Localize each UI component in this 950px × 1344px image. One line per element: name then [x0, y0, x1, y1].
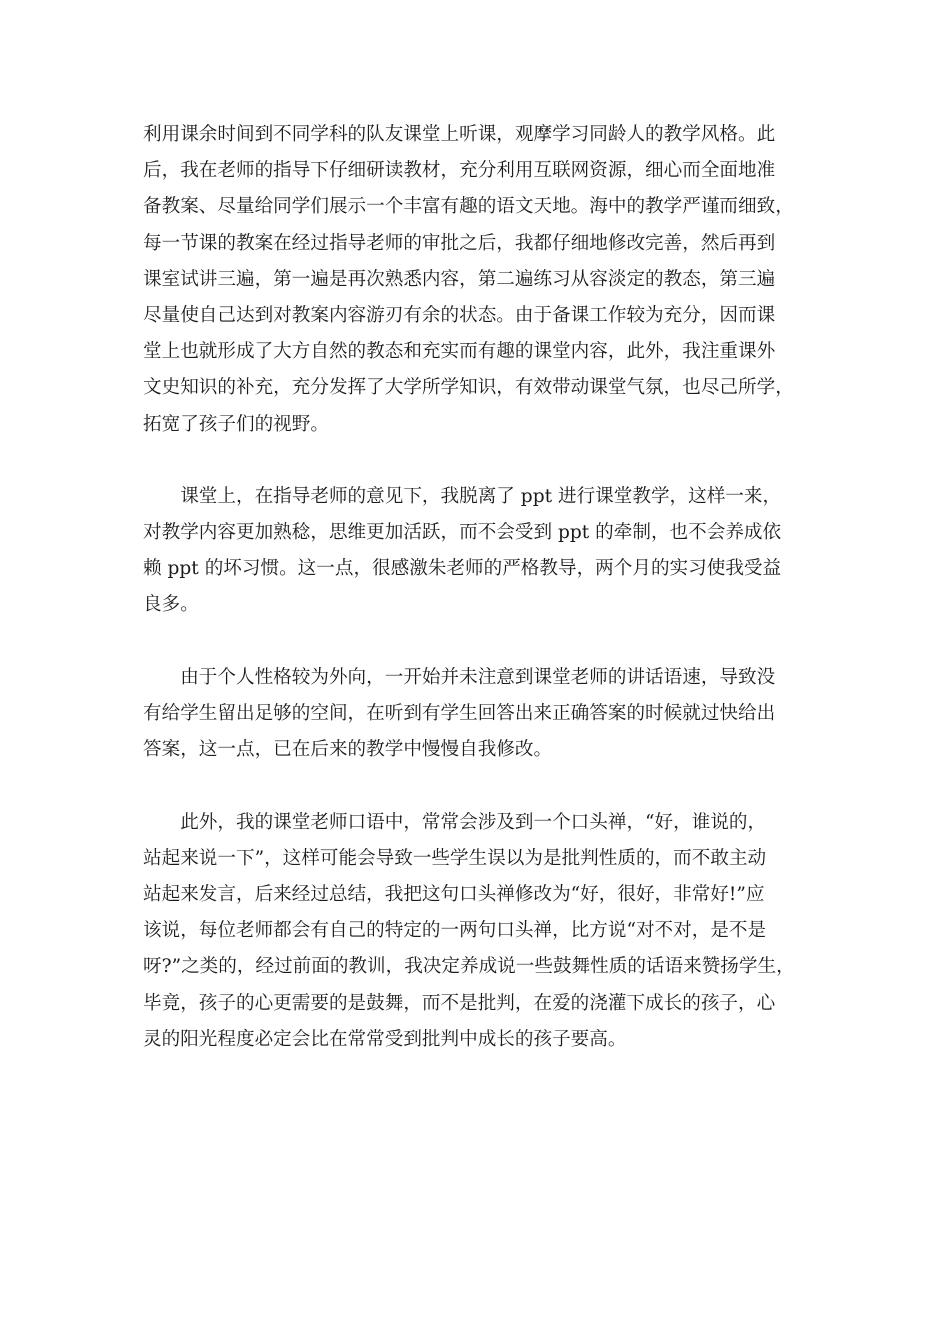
- text-line: 利用课余时间到不同学科的队友课堂上听课，观摩学习同龄人的教学风格。此: [143, 124, 776, 145]
- text-line: 课堂上，在指导老师的意见下，我脱离了 ppt 进行课堂教学，这样一来，: [143, 485, 782, 507]
- text-line: 对教学内容更加熟稔，思维更加活跃，而不会受到 ppt 的牵制，也不会养成依: [143, 522, 782, 544]
- text-line: 有给学生留出足够的空间，在听到有学生回答出来正确答案的时候就过快给出: [143, 703, 776, 724]
- text-line: 赖 ppt 的坏习惯。这一点，很感激朱老师的严格教导，两个月的实习使我受益: [143, 558, 782, 580]
- text-line: 拓宽了孩子们的视野。: [143, 413, 329, 435]
- text-line: 由于个人性格较为外向，一开始并未注意到课堂老师的讲话语速，导致没: [143, 666, 776, 688]
- text-line: 灵的阳光程度必定会比在常常受到批判中成长的孩子要高。: [143, 1028, 627, 1050]
- paragraph-spacer: [143, 443, 809, 479]
- paragraph-2: [143, 479, 809, 624]
- paragraph-1: [143, 117, 809, 443]
- text-line: 站起来说一下”，这样可能会导致一些学生误以为是批判性质的，而不敢主动: [143, 847, 767, 869]
- text-line: 堂上也就形成了大方自然的教态和充实而有趣的课堂内容，此外，我注重课外: [143, 341, 776, 363]
- text-line: 答案，这一点，已在后来的教学中慢慢自我修改。: [143, 739, 553, 761]
- text-line: 毕竟，孩子的心更需要的是鼓舞，而不是批判，在爱的浇灌下成长的孩子，心: [143, 992, 776, 1014]
- text-line: 站起来发言，后来经过总结，我把这句口头禅修改为“好，很好，非常好!”应: [143, 883, 765, 905]
- text-line: 后，我在老师的指导下仔细研读教材，充分利用互联网资源，细心而全面地准: [143, 160, 776, 182]
- paragraph-spacer: [143, 768, 809, 804]
- document-body: [143, 117, 809, 1058]
- text-line: 课室试讲三遍，第一遍是再次熟悉内容，第二遍练习从容淡定的教态，第三遍: [143, 268, 776, 290]
- text-line: 尽量使自己达到对教案内容游刃有余的状态。由于备课工作较为充分，因而课: [143, 304, 776, 326]
- text-line: 每一节课的教案在经过指导老师的审批之后，我都仔细地修改完善，然后再到: [143, 232, 776, 254]
- paragraph-3: [143, 660, 809, 769]
- text-line: 备教案、尽量给同学们展示一个丰富有趣的语文天地。海中的教学严谨而细致，: [143, 196, 794, 218]
- text-line: 文史知识的补充，充分发挥了大学所学知识，有效带动课堂气氛，也尽己所学，: [143, 377, 794, 399]
- text-line: 良多。: [143, 594, 199, 616]
- text-line: 此外，我的课堂老师口语中，常常会涉及到一个口头禅，“好，谁说的，: [143, 811, 767, 833]
- text-line: 呀?”之类的，经过前面的教训，我决定养成说一些鼓舞性质的话语来赞扬学生，: [143, 956, 795, 978]
- paragraph-4: [143, 805, 809, 1058]
- paragraph-spacer: [143, 624, 809, 660]
- text-line: 该说，每位老师都会有自己的特定的一两句口头禅，比方说“对不对，是不是: [143, 920, 767, 942]
